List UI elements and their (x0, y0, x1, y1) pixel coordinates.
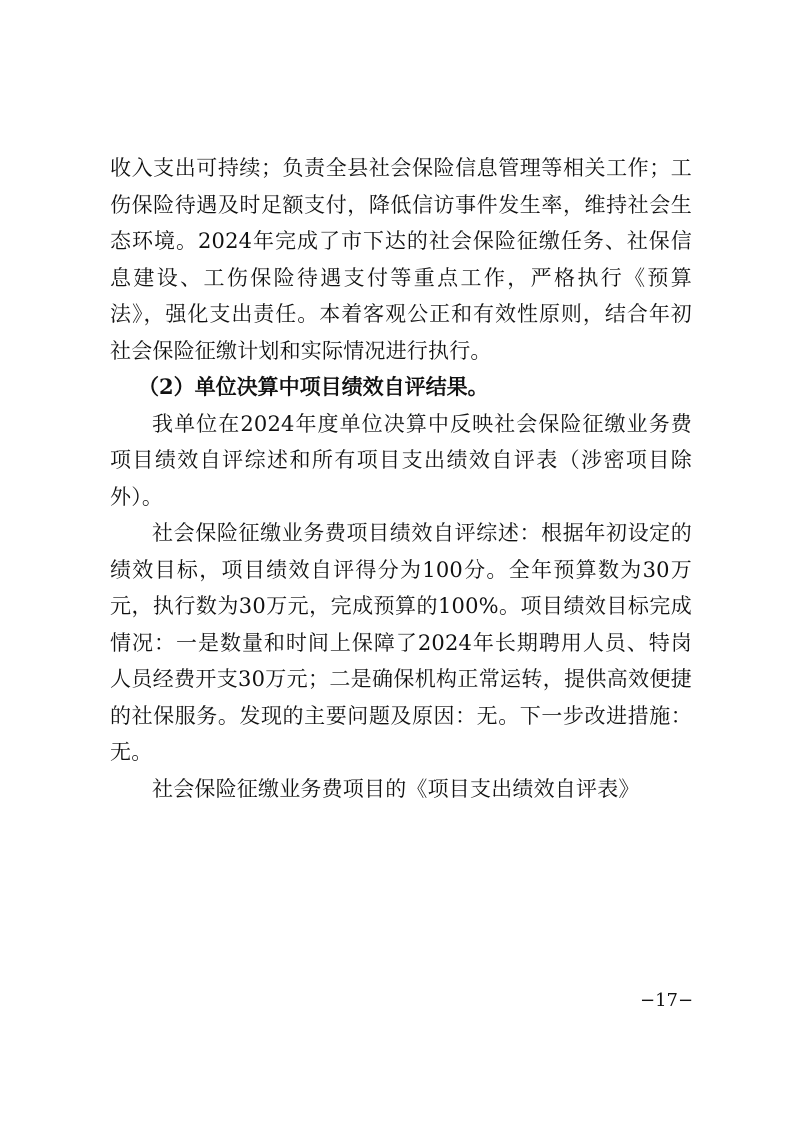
paragraph-self-evaluation-summary: 社会保险征缴业务费项目绩效自评综述：根据年初设定的绩效目标，项目绩效自评得分为100分。全年预算数为30万元，执行数为30万元，完成预算的100%。项目绩效目标完成情况：一是数量和时间上保障了2024年长期聘用人员、特岗人员经费开支30万元；二是确保机构正常运转，提供高效便捷的社保服务。发现的主要问题及原因：无。下一步改进措施：无。 (110, 521, 692, 764)
page-number: −17− (640, 990, 694, 1011)
paragraph-continued-summary: 收入支出可持续；负责全县社会保险信息管理等相关工作；工伤保险待遇及时足额支付，降低信访事件发生率，维持社会生态环境。2024年完成了市下达的社会保险征缴任务、社保信息建设、工伤保险待遇支付等重点工作，严格执行《预算法》，强化支出责任。本着客观公正和有效性原则，结合年初社会保险征缴计划和实际情况进行执行。 (110, 156, 692, 363)
paragraph-evaluation-table-reference: 社会保险征缴业务费项目的《项目支出绩效自评表》 (152, 776, 640, 801)
section-heading: （2）单位决算中项目绩效自评结果。 (138, 374, 489, 399)
document-body (110, 150, 692, 807)
paragraph-self-evaluation-intro: 我单位在2024年度单位决算中反映社会保险征缴业务费项目绩效自评综述和所有项目支出绩效自评表（涉密项目除外）。 (110, 411, 692, 509)
